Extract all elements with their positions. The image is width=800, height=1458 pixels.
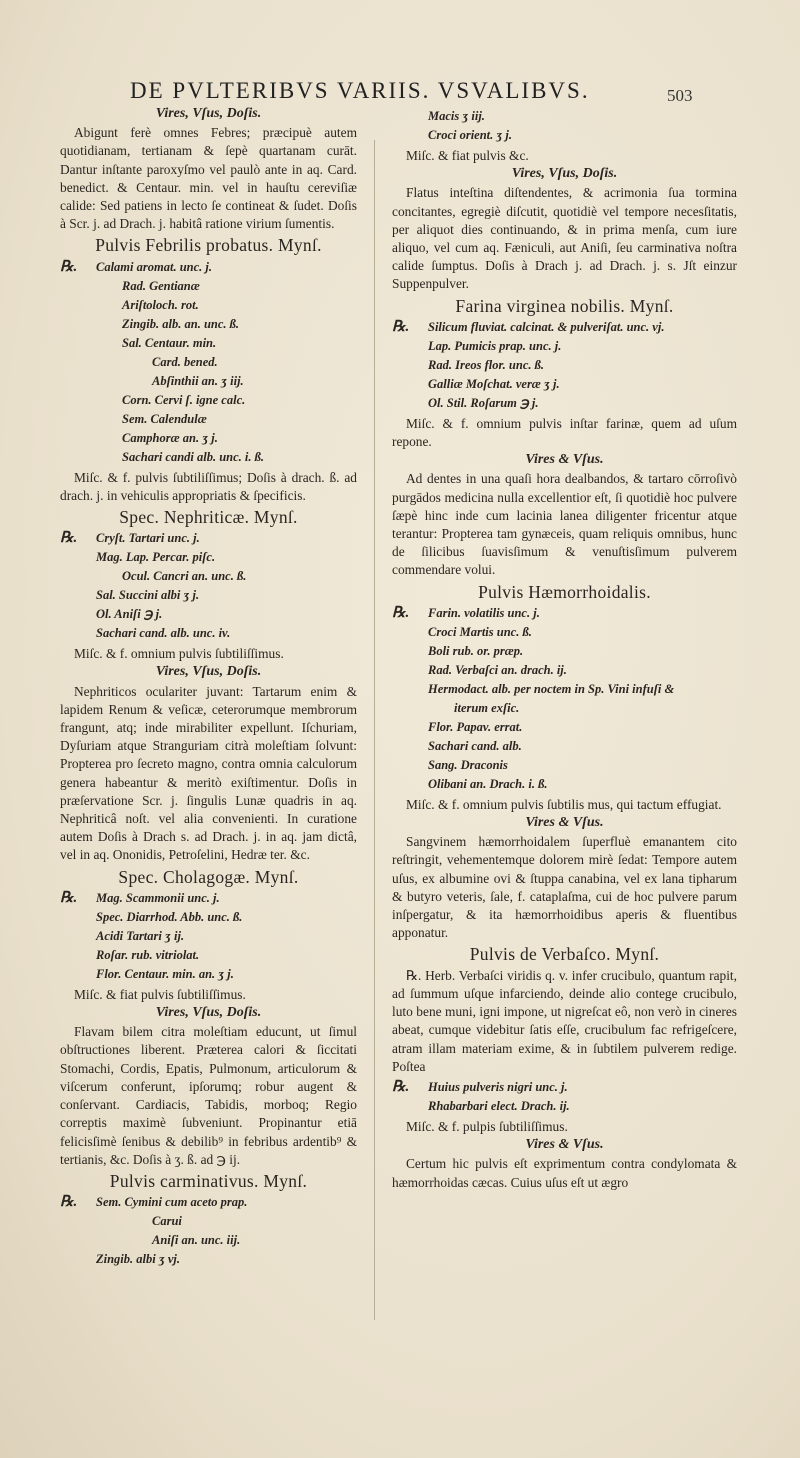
- ingredient-line: Rhabarbari elect. Drach. ij.: [428, 1098, 570, 1113]
- body-paragraph: Flavam bilem citra moleſtiam educunt, ut ſimul obſtructiones liberent. Præterea calori & ſiccitati Stomachi, Cordis, Epatis, Pulmonum, articulorum & viſcerum conferunt, ipſorumq; robur augent & conſervant. Cardiacis, Tabidis, morboq; Regio correptis maximè ſubveniunt. Propinantur etiā felicisſimè ſenibus & debilib⁹ in febribus ardentib⁹ & tertianis, &c. Doſis à ʒ. ß. ad ℈ ij.: [60, 1024, 357, 1167]
- ingredient-line: Camphoræ an. ʒ j.: [122, 430, 218, 445]
- page-number: 503: [667, 86, 693, 105]
- recipe-symbol: ℞.: [60, 1194, 78, 1211]
- ingredient-line: Card. bened.: [152, 354, 218, 369]
- recipe-block: [60, 889, 357, 984]
- ingredient-line: Ocul. Cancri an. unc. ß.: [122, 569, 247, 584]
- recipe-title: Pulvis Febrilis probatus. Mynſ.: [95, 235, 322, 256]
- ingredient-line: Roſar. rub. vitriolat.: [96, 947, 200, 962]
- body-paragraph: Sangvinem hæmorrhoidalem ſuperfluè emanantem cito reſtringit, vehementemque dolorem mirè ſedat: Tempore autem uſus, ex albumine ovi & ſtuppa canabina, vel ex lana tipharum & butyro veteris, ſale, f. cataplaſma, cui de hoc pulvere parum inſpergatur, & ita hæmorrhoidibus aperis & fluentibus apponatur.: [392, 834, 737, 941]
- ingredient-line: Sachari cand. alb.: [428, 738, 522, 753]
- ingredient-line: Spec. Diarrhod. Abb. unc. ß.: [96, 909, 243, 924]
- body-paragraph: Miſc. & f. omnium pulvis ſubtilis mus, qui tactum effugiat.: [406, 796, 722, 812]
- recipe-title: Pulvis carminativus. Mynſ.: [109, 1170, 308, 1191]
- recipe-symbol: ℞.: [392, 1078, 410, 1095]
- ingredient-line: Croci orient. ʒ j.: [428, 128, 513, 142]
- ingredient-line: Huius pulveris nigri unc. j.: [428, 1079, 568, 1094]
- ingredient-line: Ol. Stil. Roſarum ℈ j.: [428, 395, 539, 410]
- ingredient-line: Sang. Draconis: [428, 757, 508, 772]
- recipe-symbol: ℞.: [60, 258, 78, 275]
- column-divider: [374, 140, 375, 1320]
- recipe-block: [60, 258, 357, 467]
- running-title: DE PVLTERIBVS VARIIS. VSVALIBVS.: [130, 78, 590, 103]
- ingredient-line: Acidi Tartari ʒ ij.: [96, 928, 185, 943]
- body-paragraph: Miſc. & f. pulpis ſubtiliſſimus.: [406, 1118, 568, 1134]
- ingredient-line: Mag. Scammonii unc. j.: [96, 890, 220, 905]
- body-paragraph: Miſc. & f. omnium pulvis ſubtiliſſimus.: [74, 646, 284, 662]
- ingredient-line: Hermodact. alb. per noctem in Sp. Vini infuſi &: [428, 681, 675, 696]
- right-column: [392, 105, 737, 1192]
- ingredient-line: iterum exſic.: [454, 700, 520, 715]
- ingredient-line: Corn. Cervi ſ. igne calc.: [122, 392, 246, 407]
- section-subheading: Vires & Vſus.: [525, 1137, 604, 1153]
- ingredient-line: Sal. Succini albi ʒ j.: [96, 588, 200, 603]
- section-subheading: Vires, Vſus, Doſis.: [155, 1005, 262, 1021]
- ingredient-line: Flor. Centaur. min. an. ʒ j.: [96, 966, 234, 981]
- ingredient-line: Sem. Cymini cum aceto prap.: [96, 1195, 248, 1210]
- recipe-block: [392, 318, 737, 413]
- recipe-title: Spec. Nephriticæ. Mynſ.: [119, 507, 298, 528]
- ingredient-line: Abſinthii an. ʒ iij.: [152, 373, 244, 388]
- ingredient-line: Sal. Centaur. min.: [122, 335, 217, 350]
- left-column: [60, 105, 357, 1271]
- ingredient-line: Cryſt. Tartari unc. j.: [96, 531, 200, 546]
- recipe-title: Spec. Cholagogæ. Mynſ.: [118, 866, 299, 887]
- ingredient-line: Rad. Verbaſci an. drach. ij.: [428, 662, 567, 677]
- section-subheading: Vires, Vſus, Doſis.: [511, 166, 618, 182]
- ingredient-line: Ol. Aniſi ℈ j.: [96, 607, 163, 622]
- body-paragraph: Miſc. & f. omnium pulvis inſtar farinæ, quem ad uſum repone.: [392, 415, 737, 450]
- body-paragraph: Abigunt ferè omnes Febres; præcipuè autem quotidianam, tertianam & ſepè quartanam curāt. Dantur inſtante paroxyſmo vel paulò ante in aq. Card. benedict. & Centaur. min. vel in hauſtu cereviſiæ calide: Sed patiens in lecto ſe contineat & ſudet. Doſis à Scr. j. ad Drach. j. habitâ ratione virium ſumentis.: [60, 125, 357, 232]
- ingredient-line: Olibani an. Drach. i. ß.: [428, 776, 548, 791]
- recipe-symbol: ℞.: [392, 318, 410, 335]
- ingredient-line: Silicum fluviat. calcinat. & pulveriſat. unc. vj.: [428, 319, 665, 334]
- ingredient-line: Zingib. alb. an. unc. ß.: [122, 316, 240, 331]
- section-subheading: Vires & Vſus.: [525, 815, 604, 831]
- recipe-title: Pulvis de Verbaſco. Mynſ.: [469, 944, 660, 965]
- ingredient-line: Macis ʒ iij.: [428, 109, 485, 123]
- body-paragraph: Miſc. & fiat pulvis &c.: [406, 148, 529, 163]
- body-paragraph: ℞. Herb. Verbaſci viridis q. v. infer crucibulo, quantum rapit, ad ſummum uſque infarciendo, deinde alio contege crucibulo, luto bene muni, igni impone, ut nigreſcat eô, non verò in cineres abeat, cumque videbitur ſatis eſſe, crucibulum fac refrigeſcere, atram illam materiam exime, & in ſubtilem pulverem redige. Poſtea: [392, 967, 737, 1074]
- section-subheading: Vires & Vſus.: [525, 452, 604, 468]
- ingredient-line: Sem. Calendulæ: [122, 411, 207, 426]
- body-paragraph: Certum hic pulvis eſt exprimentum contra condylomata & hæmorrhoidas cæcas. Cuius uſus eſt ut ægro: [392, 1156, 737, 1190]
- ingredient-line: Aniſi an. unc. iij.: [152, 1233, 241, 1248]
- ingredient-line: Flor. Papav. errat.: [428, 719, 523, 734]
- recipe-block: [60, 1193, 357, 1269]
- ingredient-line: Carui: [152, 1214, 182, 1229]
- ingredient-line: Zingib. albi ʒ vj.: [96, 1252, 181, 1267]
- ingredient-line: Mag. Lap. Percar. piſc.: [96, 550, 216, 565]
- ingredient-line: Calami aromat. unc. j.: [96, 259, 212, 274]
- body-paragraph: Flatus inteſtina diſtendentes, & acrimonia ſua tormina concitantes, egregiè diſcutit, quotidiè vel tempore necesſitatis, per aliquot dies continuando, & in prima menſa, cum iure aliquo, vel cum aq. Fæniculi, aut Aniſi, ſeu carminativa noſtra calide ſumptus. Doſis à Drach j. ad Drach. j. s. Jſt einzur Suppenpulver.: [392, 185, 737, 292]
- ingredient-line: Ariſtoloch. rot.: [122, 297, 199, 312]
- recipe-title: Pulvis Hæmorrhoidalis.: [478, 581, 651, 602]
- ingredient-line: Galliæ Moſchat. veræ ʒ j.: [428, 376, 560, 391]
- ingredient-line: Sachari cand. alb. unc. iv.: [96, 626, 231, 641]
- section-subheading: Vires, Vſus, Doſis.: [155, 664, 262, 680]
- recipe-title: Farina virginea nobilis. Mynſ.: [455, 295, 674, 316]
- body-paragraph: Miſc. & fiat pulvis ſubtiliſſimus.: [74, 986, 246, 1002]
- body-paragraph: Miſc. & f. pulvis ſubtiliſſimus; Doſis à drach. ß. ad drach. j. in vehiculis appropriatis & ſpecificis.: [60, 469, 357, 503]
- recipe-block: [392, 1078, 737, 1116]
- ingredient-line: Farin. volatilis unc. j.: [428, 605, 540, 620]
- recipe-block: [392, 107, 737, 145]
- recipe-symbol: ℞.: [60, 530, 78, 547]
- ingredient-line: Lap. Pumicis prap. unc. j.: [428, 338, 562, 353]
- ingredient-line: Rad. Gentianæ: [122, 278, 200, 293]
- recipe-symbol: ℞.: [60, 889, 78, 906]
- ingredient-line: Sachari candi alb. unc. i. ß.: [122, 449, 265, 464]
- body-paragraph: Nephriticos oculariter juvant: Tartarum enim & lapidem Renum & veſicæ, ceterorumque membrorum frangunt, atq; inde mirabiliter expellunt. Iſchuriam, Dyſuriam atque Stranguriam citrà moleſtiam ſolvunt: Propterea pro ſecreto magno, contra omnia calculorum genera habeantur & meritò exiſtimentur. Doſis in præſervatione Scr. j. ſingulis Lunæ quadris in aq. Nephriticâ noſt. vel alia convenienti. In curatione autem Doſis à Drach s. ad Drach. j. in aq. jam dictâ, vel in aq. Ononidis, Petroſelini, Hedræ ter. &c.: [60, 683, 357, 863]
- recipe-block: [60, 529, 357, 643]
- ingredient-line: Rad. Ireos flor. unc. ß.: [428, 357, 544, 372]
- section-subheading: Vires, Vſus, Doſis.: [155, 106, 262, 121]
- ingredient-line: Boli rub. or. præp.: [428, 643, 524, 658]
- recipe-block: [392, 604, 737, 794]
- body-paragraph: Ad dentes in una quaſi hora dealbandos, & tartaro cōrroſivò purgādos medicina nulla excellentior eſt, ſi quotidiè hoc pulvere ſæpè hinc inde cum lacinia lanea diligenter fricentur atque terantur: Propterea tam gynæceis, quam reliquis omnibus, hunc de ſilicibus ſuavisſimum & venuſtisſimum pulverem commendare volui.: [392, 471, 737, 578]
- recipe-symbol: ℞.: [392, 604, 410, 621]
- ingredient-line: Croci Martis unc. ß.: [428, 624, 532, 639]
